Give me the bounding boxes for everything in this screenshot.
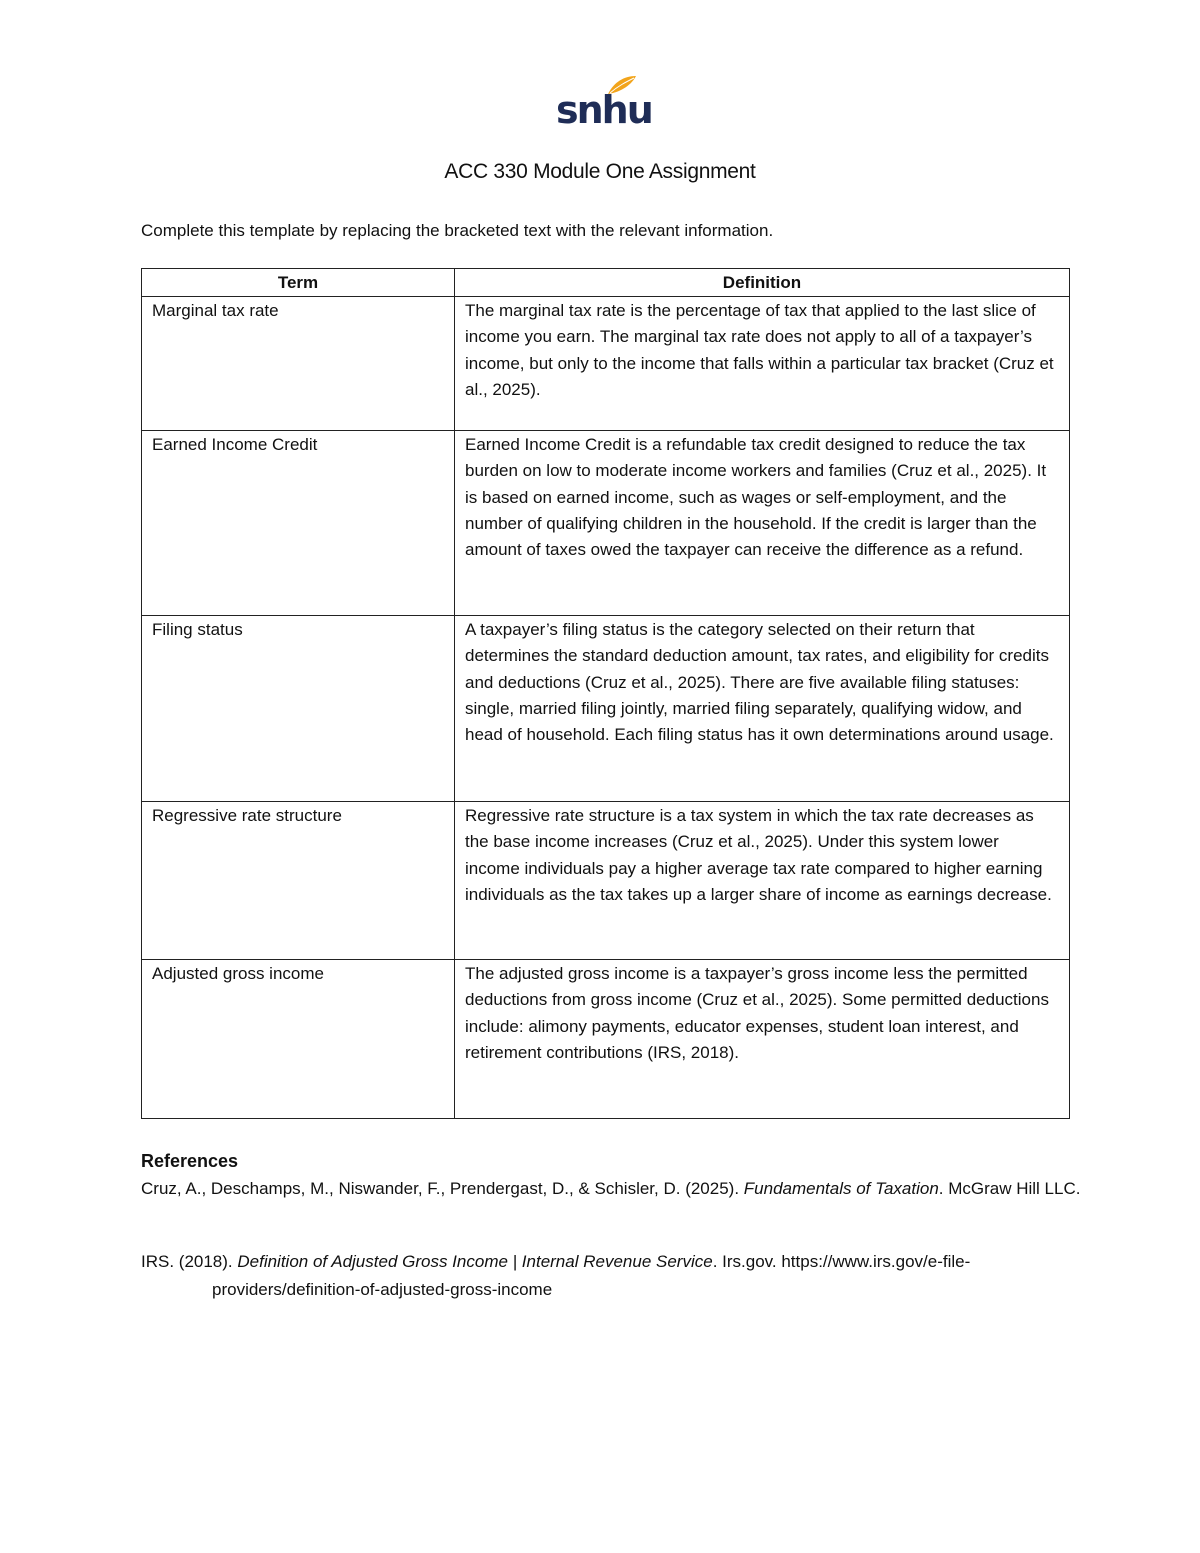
definition-cell: The marginal tax rate is the percentage of tax that applied to the last slice of income you earn. The marginal tax rate does not apply to all of a taxpayer’s income, but only to the income that falls within a particular tax bracket (Cruz et al., 2025). bbox=[455, 297, 1070, 431]
instructions-text: Complete this template by replacing the bracketed text with the relevant information. bbox=[141, 221, 774, 240]
reference-text: . McGraw Hill LLC. bbox=[938, 1179, 1081, 1198]
reference-entry bbox=[141, 1175, 1112, 1203]
definition-column-header: Definition bbox=[455, 269, 1070, 297]
definition-cell: Regressive rate structure is a tax system in which the tax rate decreases as the base income increases (Cruz et al., 2025). Under this system lower income individuals pay a higher average tax rate compared to higher earning individuals as the tax takes up a larger share of income as earnings decrease. bbox=[455, 802, 1070, 960]
term-cell: Regressive rate structure bbox=[142, 802, 455, 960]
term-cell: Filing status bbox=[142, 616, 455, 802]
table-row bbox=[142, 616, 1070, 802]
reference-entry bbox=[141, 1248, 1112, 1304]
term-cell: Marginal tax rate bbox=[142, 297, 455, 431]
reference-title: Fundamentals of Taxation bbox=[743, 1179, 939, 1198]
table-row bbox=[142, 431, 1070, 616]
terms-table bbox=[141, 268, 1070, 1119]
table-row bbox=[142, 802, 1070, 960]
references-heading: References bbox=[141, 1151, 239, 1171]
reference-text: Cruz, A., Deschamps, M., Niswander, F., Prendergast, D., & Schisler, D. (2025). bbox=[141, 1179, 744, 1198]
logo-text: snhu bbox=[556, 88, 652, 132]
table-row bbox=[142, 960, 1070, 1119]
term-cell: Earned Income Credit bbox=[142, 431, 455, 616]
term-column-header: Term bbox=[142, 269, 455, 297]
page-title: ACC 330 Module One Assignment bbox=[444, 160, 756, 183]
reference-title: Definition of Adjusted Gross Income | Internal Revenue Service bbox=[237, 1252, 713, 1271]
definition-cell: Earned Income Credit is a refundable tax credit designed to reduce the tax burden on low to moderate income workers and families (Cruz et al., 2025). It is based on earned income, such as wages or self-employment, and the number of qualifying children in the household. If the credit is larger than the amount of taxes owed the taxpayer can receive the difference as a refund. bbox=[455, 431, 1070, 616]
table-header-row bbox=[142, 269, 1070, 297]
reference-text: IRS. (2018). bbox=[141, 1252, 238, 1271]
reference-text: . Irs.gov. https://www.irs.gov/e-file-providers/definition-of-adjusted-gross-income bbox=[212, 1252, 971, 1299]
term-cell: Adjusted gross income bbox=[142, 960, 455, 1119]
table-row bbox=[142, 297, 1070, 431]
definition-cell: A taxpayer’s filing status is the category selected on their return that determines the standard deduction amount, tax rates, and eligibility for credits and deductions (Cruz et al., 2025). There are five available filing statuses: single, married filing jointly, married filing separately, qualifying widow, and head of household. Each filing status has it own determinations around usage. bbox=[455, 616, 1070, 802]
definition-cell: The adjusted gross income is a taxpayer’s gross income less the permitted deductions from gross income (Cruz et al., 2025). Some permitted deductions include: alimony payments, educator expenses, student loan interest, and retirement contributions (IRS, 2018). bbox=[455, 960, 1070, 1119]
snhu-logo bbox=[556, 74, 652, 134]
